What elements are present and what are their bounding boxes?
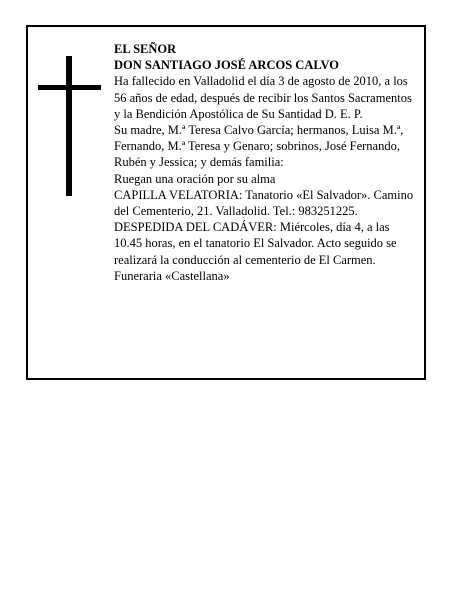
farewell-info: DESPEDIDA DEL CADÁVER: Miércoles, día 4, a las 10.45 horas, en el tanatorio El Salvador. Acto seguido se realizará la conducción al cementerio de El Carmen. — [114, 220, 397, 267]
cross-horizontal-bar — [38, 85, 101, 90]
notice-heading: EL SEÑOR — [114, 42, 177, 56]
obituary-notice — [26, 25, 426, 380]
prayer-request: Ruegan una oración por su alma — [114, 171, 276, 186]
family-members: Su madre, M.ª Teresa Calvo García; hermanos, Luisa M.ª, Fernando, M.ª Teresa y Genaro; sobrinos, José Fernando, Rubén y Jessica; y demás familia: — [114, 123, 404, 170]
deceased-name: DON SANTIAGO JOSÉ ARCOS CALVO — [114, 58, 340, 73]
notice-text — [114, 41, 419, 284]
wake-chapel-info: CAPILLA VELATORIA: Tanatorio «El Salvador». Camino del Cementerio, 21. Valladolid. Tel.: 983251225. — [114, 187, 414, 219]
funeral-home: Funeraria «Castellana» — [114, 268, 230, 283]
cross-vertical-bar — [66, 56, 72, 196]
death-info: Ha fallecido en Valladolid el día 3 de agosto de 2010, a los 56 años de edad, después de recibir los Santos Sacramentos y la Bendición Apostólica de Su Santidad D. E. P. — [114, 74, 412, 121]
